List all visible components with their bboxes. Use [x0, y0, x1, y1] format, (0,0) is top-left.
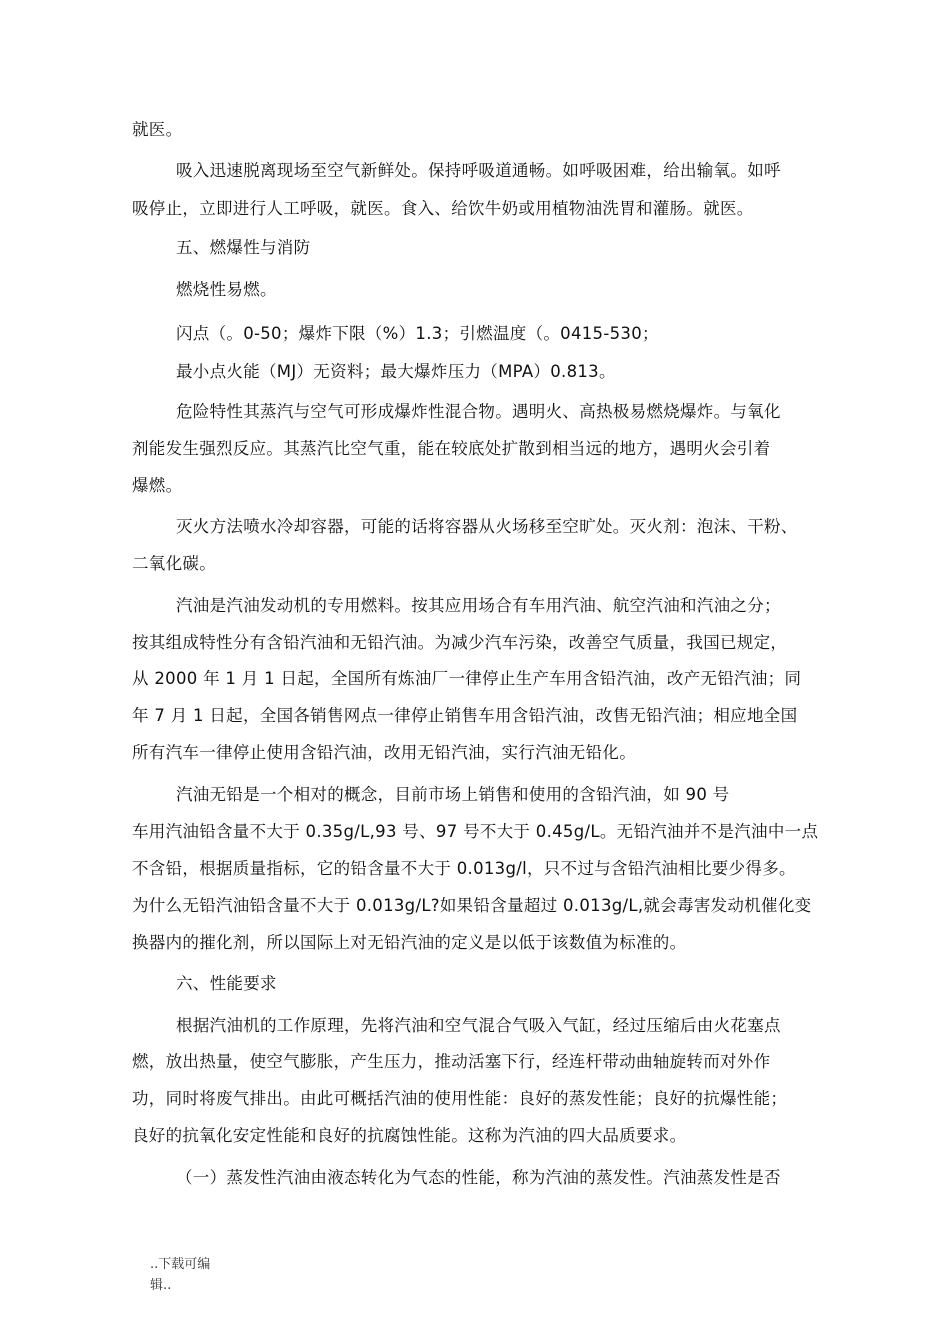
text-line — [0, 594, 950, 618]
text-line — [0, 1014, 950, 1038]
text-line-content: 吸入迅速脱离现场至空气新鲜处。保持呼吸道通畅。如呼吸困难，给出输氧。如呼 — [176, 161, 781, 180]
text-line-content: 吸停止，立即进行人工呼吸，就医。食入、给饮牛奶或用植物油洗胃和灌肠。就医。 — [132, 199, 754, 218]
section-heading — [0, 236, 950, 260]
text-line — [0, 894, 950, 918]
text-line-content: 按其组成特性分有含铅汽油和无铅汽油。为减少汽车污染，改善空气质量，我国已规定， — [132, 633, 788, 652]
text-line-content: 灭火方法喷水冷却容器，可能的话将容器从火场移至空旷处。灭火剂：泡沫、干粉、 — [176, 517, 798, 536]
text-line-content: 汽油无铅是一个相对的概念，目前市场上销售和使用的含铅汽油，如 90 号 — [176, 785, 730, 804]
text-line-content: （一）蒸发性汽油由液态转化为气态的性能，称为汽油的蒸发性。汽油蒸发性是否 — [176, 1168, 781, 1187]
text-line-content: 二氧化碳。 — [132, 554, 216, 573]
text-line-content: 车用汽油铅含量不大于 0.35g/L,93 号、97 号不大于 0.45g/L。无铅汽油并不是汽油中一点 — [132, 822, 819, 841]
text-line — [0, 857, 950, 881]
text-line-content: 剂能发生强烈反应。其蒸汽比空气重，能在较底处扩散到相当远的地方，遇明火会引着 — [132, 439, 771, 458]
text-line — [0, 360, 950, 384]
text-line-content: 功，同时将废气排出。由此可概括汽油的使用性能：良好的蒸发性能；良好的抗爆性能； — [132, 1089, 788, 1108]
text-line — [0, 1087, 950, 1111]
text-line — [0, 515, 950, 539]
text-line — [0, 704, 950, 728]
text-line — [0, 820, 950, 844]
text-line-content: 最小点火能（MJ）无资料；最大爆炸压力（MPA）0.813。 — [176, 362, 616, 381]
text-line — [0, 437, 950, 461]
text-line-content: 六、性能要求 — [176, 974, 277, 993]
text-line-content: 年 7 月 1 日起，全国各销售网点一律停止销售车用含铅汽油，改售无铅汽油；相应地全国 — [132, 706, 798, 725]
text-line — [0, 1166, 950, 1190]
text-line — [0, 931, 950, 955]
text-line-content: 良好的抗氧化安定性能和良好的抗腐蚀性能。这称为汽油的四大品质要求。 — [132, 1126, 687, 1145]
text-line-content: 就医。 — [132, 120, 183, 139]
text-line — [0, 278, 950, 302]
text-line — [0, 631, 950, 655]
text-line — [0, 1124, 950, 1148]
text-line-content: 不含铅，根据质量指标，它的铅含量不大于 0.013g/l，只不过与含铅汽油相比要少得多。 — [132, 859, 796, 878]
text-line-content: 所有汽车一律停止使用含铅汽油，改用无铅汽油，实行汽油无铅化。 — [132, 743, 636, 762]
text-line — [0, 322, 950, 346]
text-line-content: 五、燃爆性与消防 — [176, 238, 311, 257]
text-line — [0, 1050, 950, 1074]
text-line — [0, 118, 950, 142]
text-line-content: 危险特性其蒸汽与空气可形成爆炸性混合物。遇明火、高热极易燃烧爆炸。与氧化 — [176, 402, 781, 421]
text-line — [0, 159, 950, 183]
text-line-content: 汽油是汽油发动机的专用燃料。按其应用场合有车用汽油、航空汽油和汽油之分； — [176, 596, 781, 615]
footer-text: 辑.. — [150, 1278, 172, 1293]
text-line — [0, 667, 950, 691]
text-line-content: 燃烧性易燃。 — [176, 280, 277, 299]
text-line-content: 燃，放出热量，使空气膨胀，产生压力，推动活塞下行，经连杆带动曲轴旋转而对外作 — [132, 1052, 771, 1071]
text-line — [0, 552, 950, 576]
page-footer — [150, 1254, 230, 1296]
text-line-content: 为什么无铅汽油铅含量不大于 0.013g/L?如果铅含量超过 0.013g/L,就会毒害发动机催化变 — [132, 896, 812, 915]
text-line-content: 从 2000 年 1 月 1 日起，全国所有炼油厂一律停止生产车用含铅汽油，改产无铅汽油；同 — [132, 669, 802, 688]
text-line-content: 换器内的摧化剂，所以国际上对无铅汽油的定义是以低于该数值为标准的。 — [132, 933, 687, 952]
footer-text: ..下载可编 — [150, 1257, 211, 1272]
text-line — [0, 197, 950, 221]
text-line — [0, 474, 950, 498]
text-line — [0, 741, 950, 765]
section-heading — [0, 972, 950, 996]
text-line — [0, 400, 950, 424]
text-line-content: 爆燃。 — [132, 476, 183, 495]
text-line — [0, 783, 950, 807]
text-line-content: 根据汽油机的工作原理，先将汽油和空气混合气吸入气缸，经过压缩后由火花塞点 — [176, 1016, 781, 1035]
text-line-content: 闪点（。0-50；爆炸下限（%）1.3；引燃温度（。0415-530； — [176, 324, 659, 343]
